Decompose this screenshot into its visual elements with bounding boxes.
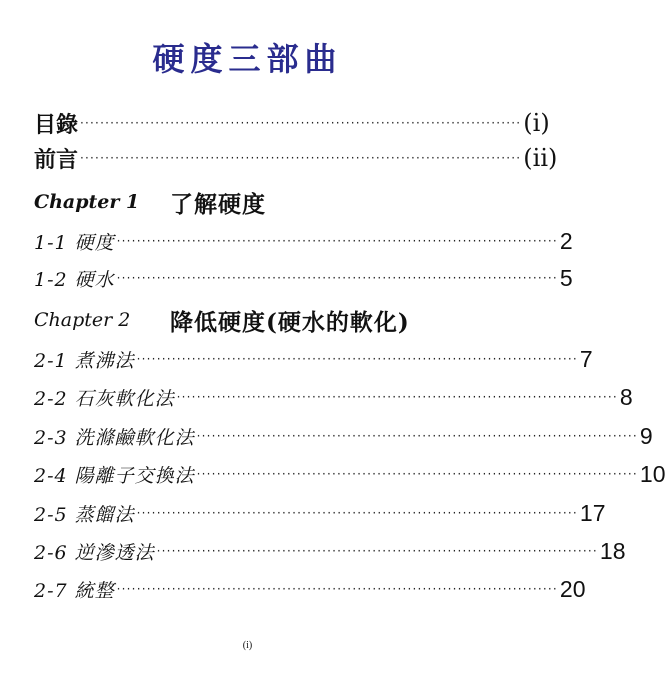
chapter-heading xyxy=(34,300,474,340)
toc-entry xyxy=(34,223,573,259)
toc-entry-preface xyxy=(34,140,558,176)
dot-leader: ························································································ xyxy=(116,582,558,596)
toc-entry-page: 7 xyxy=(579,345,593,372)
toc-entry-label: 2-2 石灰軟化法 xyxy=(34,387,175,410)
dot-leader: ························································································ xyxy=(116,234,558,248)
toc-entry xyxy=(34,341,593,377)
toc-entry-page: (ii) xyxy=(523,144,558,172)
toc-entry-page: 17 xyxy=(579,499,606,526)
toc-entry-page: (i) xyxy=(523,109,550,137)
toc-entry-label: 2-4 陽離子交換法 xyxy=(34,464,195,487)
toc-entry-label: 1-1 硬度 xyxy=(34,231,115,254)
dot-leader: ························································································ xyxy=(196,467,638,481)
dot-leader: ························································································ xyxy=(136,352,578,366)
toc-entry-page: 20 xyxy=(559,575,586,602)
dot-leader: ························································································ xyxy=(80,151,522,165)
dot-leader: ························································································ xyxy=(156,544,598,558)
toc-entry-page: 5 xyxy=(559,264,573,291)
toc-entry xyxy=(34,260,573,296)
toc-entry-label: 目錄 xyxy=(34,112,79,138)
page-title: 硬度三部曲 xyxy=(152,40,343,78)
chapter-title: 了解硬度 xyxy=(170,190,266,218)
chapter-title: 降低硬度(硬水的軟化) xyxy=(170,308,410,336)
toc-entry-label: 2-5 蒸餾法 xyxy=(34,503,135,526)
toc-entry xyxy=(34,418,653,454)
dot-leader: ························································································ xyxy=(176,390,618,404)
dot-leader: ························································································ xyxy=(116,271,558,285)
toc-entry-contents xyxy=(34,105,550,141)
toc-entry-label: 2-7 統整 xyxy=(34,579,115,602)
chapter-number: Chapter 1 xyxy=(34,191,140,213)
toc-entry-page: 2 xyxy=(559,227,573,254)
toc-entry xyxy=(34,495,606,531)
dot-leader: ························································································ xyxy=(136,506,578,520)
toc-entry xyxy=(34,379,633,415)
toc-entry-page: 8 xyxy=(619,383,633,410)
toc-entry-page: 10 xyxy=(639,460,666,487)
dot-leader: ························································································ xyxy=(196,429,638,443)
chapter-heading xyxy=(34,182,474,222)
toc-entry-label: 2-3 洗滌鹼軟化法 xyxy=(34,426,195,449)
toc-entry xyxy=(34,456,666,492)
toc-entry-label: 2-6 逆滲透法 xyxy=(34,541,155,564)
toc-entry xyxy=(34,571,586,607)
toc-entry-page: 9 xyxy=(639,422,653,449)
toc-entry-page: 18 xyxy=(599,537,626,564)
toc-entry xyxy=(34,533,626,569)
page-number: (i) xyxy=(242,640,253,651)
chapter-number: Chapter 2 xyxy=(34,309,131,331)
toc-entry-label: 2-1 煮沸法 xyxy=(34,349,135,372)
toc-entry-label: 1-2 硬水 xyxy=(34,268,115,291)
toc-entry-label: 前言 xyxy=(34,147,79,173)
dot-leader: ························································································ xyxy=(80,116,522,130)
